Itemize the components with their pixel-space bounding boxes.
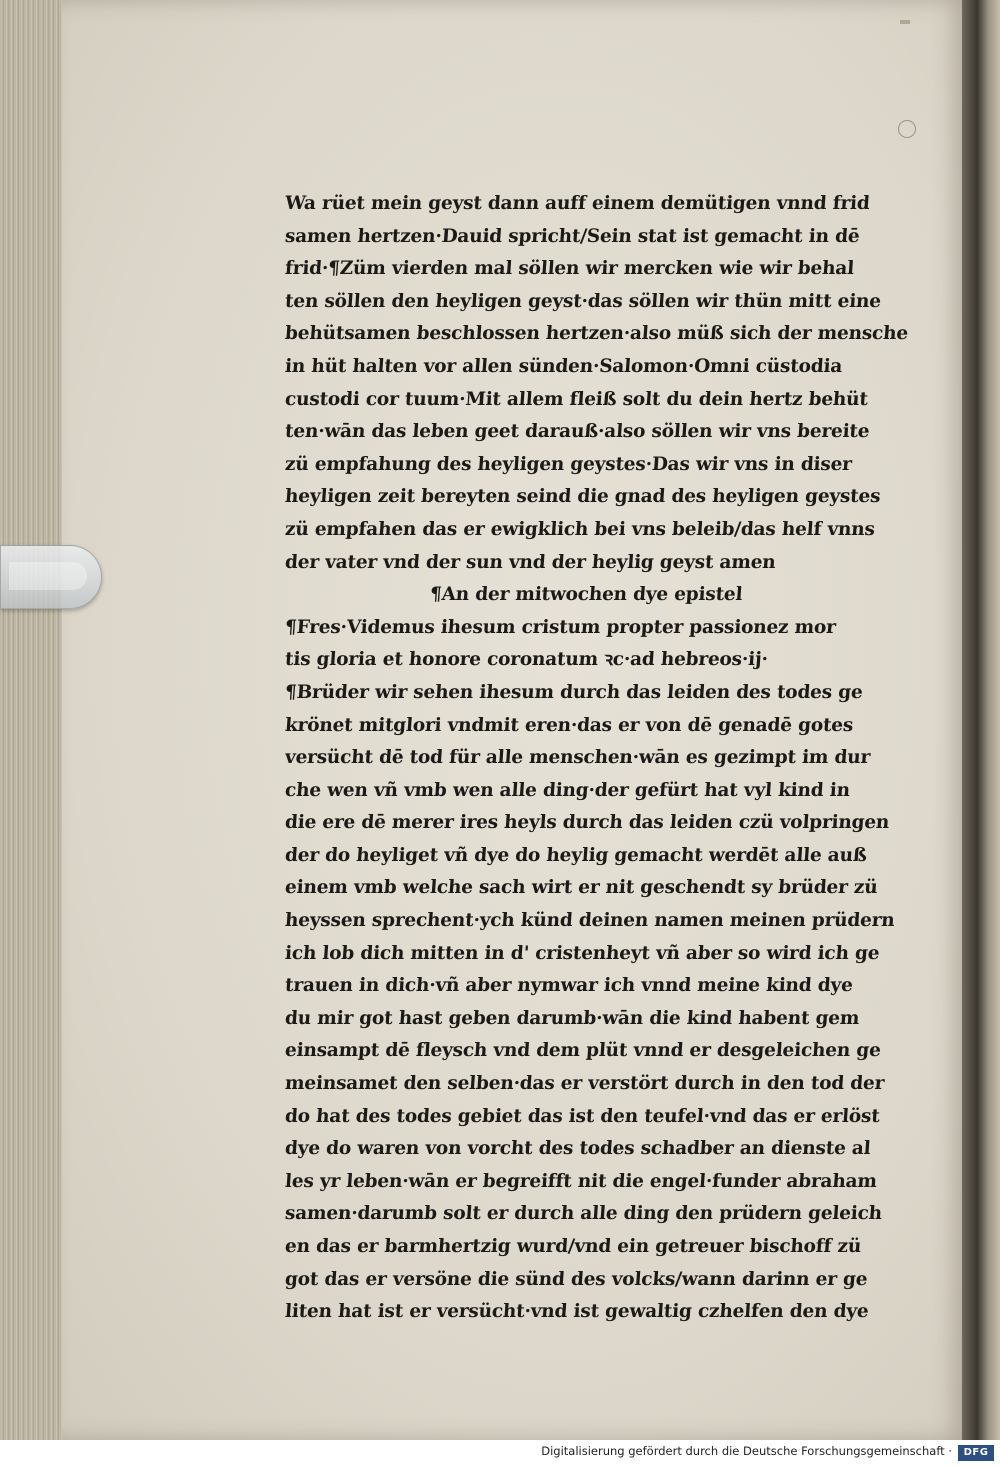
text-line: les yr leben·wān er begreifft nit die engel·funder abraham [284,1170,878,1192]
text-line: der vater vnd der sun vnd der heylig geyst amen [284,551,777,573]
text-line: samen·darumb solt er durch alle ding den prüdern geleich [284,1203,883,1225]
text-line: ten·wān das leben geet darauß·also söllen wir vns bereite [284,421,871,443]
text-line: zü empfahen das er ewigklich bei vns beleib/das helf vnns [284,518,876,540]
text-line: got das er versöne die sünd des volcks/wann darinn er ge [284,1268,869,1290]
text-line: der do heyliget vñ dye do heylig gemacht werdēt alle auß [284,844,868,866]
text-line: che wen vñ vmb wen alle ding·der gefürt hat vyl kind in [284,779,851,801]
paper-hole-mark [898,120,916,138]
text-line: trauen in dich·vñ aber nymwar ich vnnd meine kind dye [284,975,854,997]
book-holder-clip [0,545,102,609]
text-line: heyligen zeit bereyten seind die gnad des heyligen geystes [284,486,882,508]
text-line: behütsamen beschlossen hertzen·also müß sich der mensche [284,323,909,345]
text-line: samen hertzen·Dauid spricht/Sein stat ist gemacht in dē [284,225,861,247]
text-line: zü empfahung des heyligen geystes·Das wir vns in diser [284,453,853,475]
text-line: tis gloria et honore coronatum ꝛc·ad hebreos·ij· [284,649,769,671]
text-line: du mir got hast geben darumb·wān die kind habent gem [284,1007,860,1029]
text-line: do hat des todes gebiet das ist den teufel·vnd das er erlöst [284,1105,881,1127]
paper-stain-mark [900,20,910,24]
text-line: heyssen sprechent·ych künd deinen namen meinen prüdern [284,910,896,932]
text-line: ¶Brüder wir sehen ihesum durch das leiden des todes ge [284,681,864,703]
text-line: custodi cor tuum·Mit allem fleiß solt du dein hertz behüt [284,388,869,410]
text-line: meinsamet den selben·das er verstört durch in den tod der [284,1073,885,1095]
text-line: en das er barmhertzig wurd/vnd ein getreuer bischoff zü [284,1236,862,1257]
stacked-page-edges [0,0,70,1440]
text-line: Wa rüet mein geyst dann auff einem demütigen vnnd frid [284,193,871,214]
dfg-logo: DFG [958,1445,994,1461]
text-line: einsampt dē fleysch vnd dem plüt vnnd er desgeleichen ge [284,1040,882,1062]
text-line: liten hat ist er versücht·vnd ist gewaltig czhelfen den dye [284,1301,870,1323]
text-line: dye do waren von vorcht des todes schadber an dienste al [284,1138,872,1160]
text-line: ¶Fres·Videmus ihesum cristum propter passionez mor [284,616,837,638]
text-line: ich lob dich mitten in d' cristenheyt vñ aber so wird ich ge [284,942,881,964]
book-gutter [962,0,1000,1440]
text-line: in hüt halten vor allen sünden·Salomon·Omni cüstodia [284,355,843,377]
text-line: frid·¶Züm vierden mal söllen wir mercken wie wir behal [284,258,855,280]
section-heading: ¶An der mitwochen dye epistel [429,584,744,606]
text-line: einem vmb welche sach wirt er nit geschendt sy brüder zü [284,877,879,899]
text-line: die ere dē merer ires heyls durch das leiden czü volpringen [284,812,890,834]
text-line: ten söllen den heyligen geyst·das söllen wir thün mitt eine [284,290,882,312]
footer-bar [0,1440,1000,1466]
blackletter-text-block [285,188,917,1329]
text-line: krönet mitglori vndmit eren·das er von dē genadē gotes [284,714,854,736]
text-line: versücht dē tod für alle menschen·wān es gezimpt im dur [284,747,871,769]
funding-credit: Digitalisierung gefördert durch die Deutsche Forschungsgemeinschaft · [541,1444,952,1458]
